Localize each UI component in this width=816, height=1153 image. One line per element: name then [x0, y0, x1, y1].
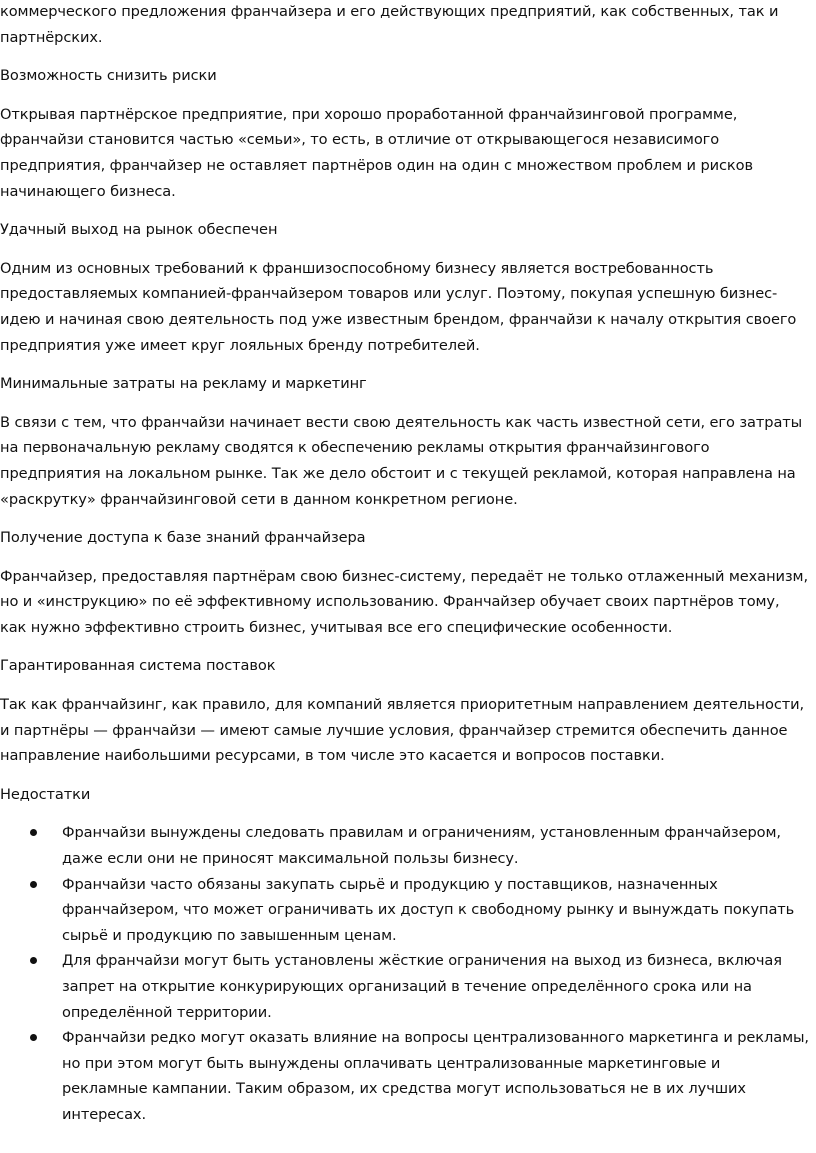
paragraph-intro-continuation: коммерческого предложения франчайзера и его действующих предприятий, как собственных, так и партнёрских. [0, 3, 779, 46]
heading-disadvantages: Недостатки [0, 785, 91, 803]
list-item [0, 872, 810, 949]
bullet-icon [30, 957, 37, 964]
list-item [0, 820, 810, 871]
list-item-text: Для франчайзи могут быть установлены жёсткие ограничения на выход из бизнеса, включая запрет на открытие конкурирующих организаций в течение определённого срока или на определённой территории. [62, 952, 782, 1021]
bullet-icon [30, 881, 37, 888]
heading-reduce-risks: Возможность снизить риски [0, 67, 217, 85]
list-item [0, 948, 810, 1025]
heading-marketing-costs: Минимальные затраты на рекламу и маркетинг [0, 375, 367, 393]
paragraph-marketing-costs: В связи с тем, что франчайзи начинает вести свою деятельность как часть известной сети, его затраты на первоначальную рекламу сводятся к обеспечению рекламы открытия франчайзингового предприятия на локальном рынке. Так же дело обстоит и с текущей рекламой, которая направлена на «раскрутку» франчайзинговой сети в данном конкретном регионе. [0, 413, 803, 508]
paragraph-market-entry: Одним из основных требований к франшизоспособному бизнесу является востребованность предоставляемых компанией-франчайзером товаров или услуг. Поэтому, покупая успешную бизнес-идею и начиная свою деятельность под уже известным брендом, франчайзи к началу открытия своего предприятия уже имеет круг лояльных бренду потребителей. [0, 259, 797, 354]
heading-market-entry: Удачный выход на рынок обеспечен [0, 221, 278, 239]
list-item-text: Франчайзи редко могут оказать влияние на вопросы централизованного маркетинга и рекламы, но при этом могут быть вынуждены оплачивать централизованные маркетинговые и рекламные кампании. Таким образом, их средства могут использоваться не в их лучших интересах. [62, 1029, 809, 1123]
bullet-icon [30, 1034, 37, 1041]
paragraph-knowledge-base: Франчайзер, предоставляя партнёрам свою бизнес-систему, передаёт не только отлаженный механизм, но и «инструкцию» по её эффективному использованию. Франчайзер обучает своих партнёров тому, как нужно эффективно строить бизнес, учитывая все его специфические особенности. [0, 567, 809, 636]
heading-supply-system: Гарантированная система поставок [0, 657, 276, 675]
list-item-text: Франчайзи вынуждены следовать правилам и ограничениям, установленным франчайзером, даже если они не приносят максимальной пользы бизнесу. [62, 824, 781, 868]
heading-knowledge-base: Получение доступа к базе знаний франчайзера [0, 529, 366, 547]
bullet-icon [30, 829, 37, 836]
paragraph-reduce-risks: Открывая партнёрское предприятие, при хорошо проработанной франчайзинговой программе, франчайзи становится частью «семьи», то есть, в отличие от открывающегося независимого предприятия, франчайзер не оставляет партнёров один на один с множеством проблем и рисков начинающего бизнеса. [0, 105, 753, 200]
disadvantages-list [0, 820, 810, 1127]
list-item-text: Франчайзи часто обязаны закупать сырьё и продукцию у поставщиков, назначенных франчайзером, что может ограничивать их доступ к свободному рынку и вынуждать покупать сырьё и продукцию по завышенным ценам. [62, 875, 795, 944]
paragraph-supply-system: Так как франчайзинг, как правило, для компаний является приоритетным направлением деятельности, и партнёры — франчайзи — имеют самые лучшие условия, франчайзер стремится обеспечить данное направление наибольшими ресурсами, в том числе это касается и вопросов поставки. [0, 696, 805, 765]
list-item [0, 1025, 810, 1127]
